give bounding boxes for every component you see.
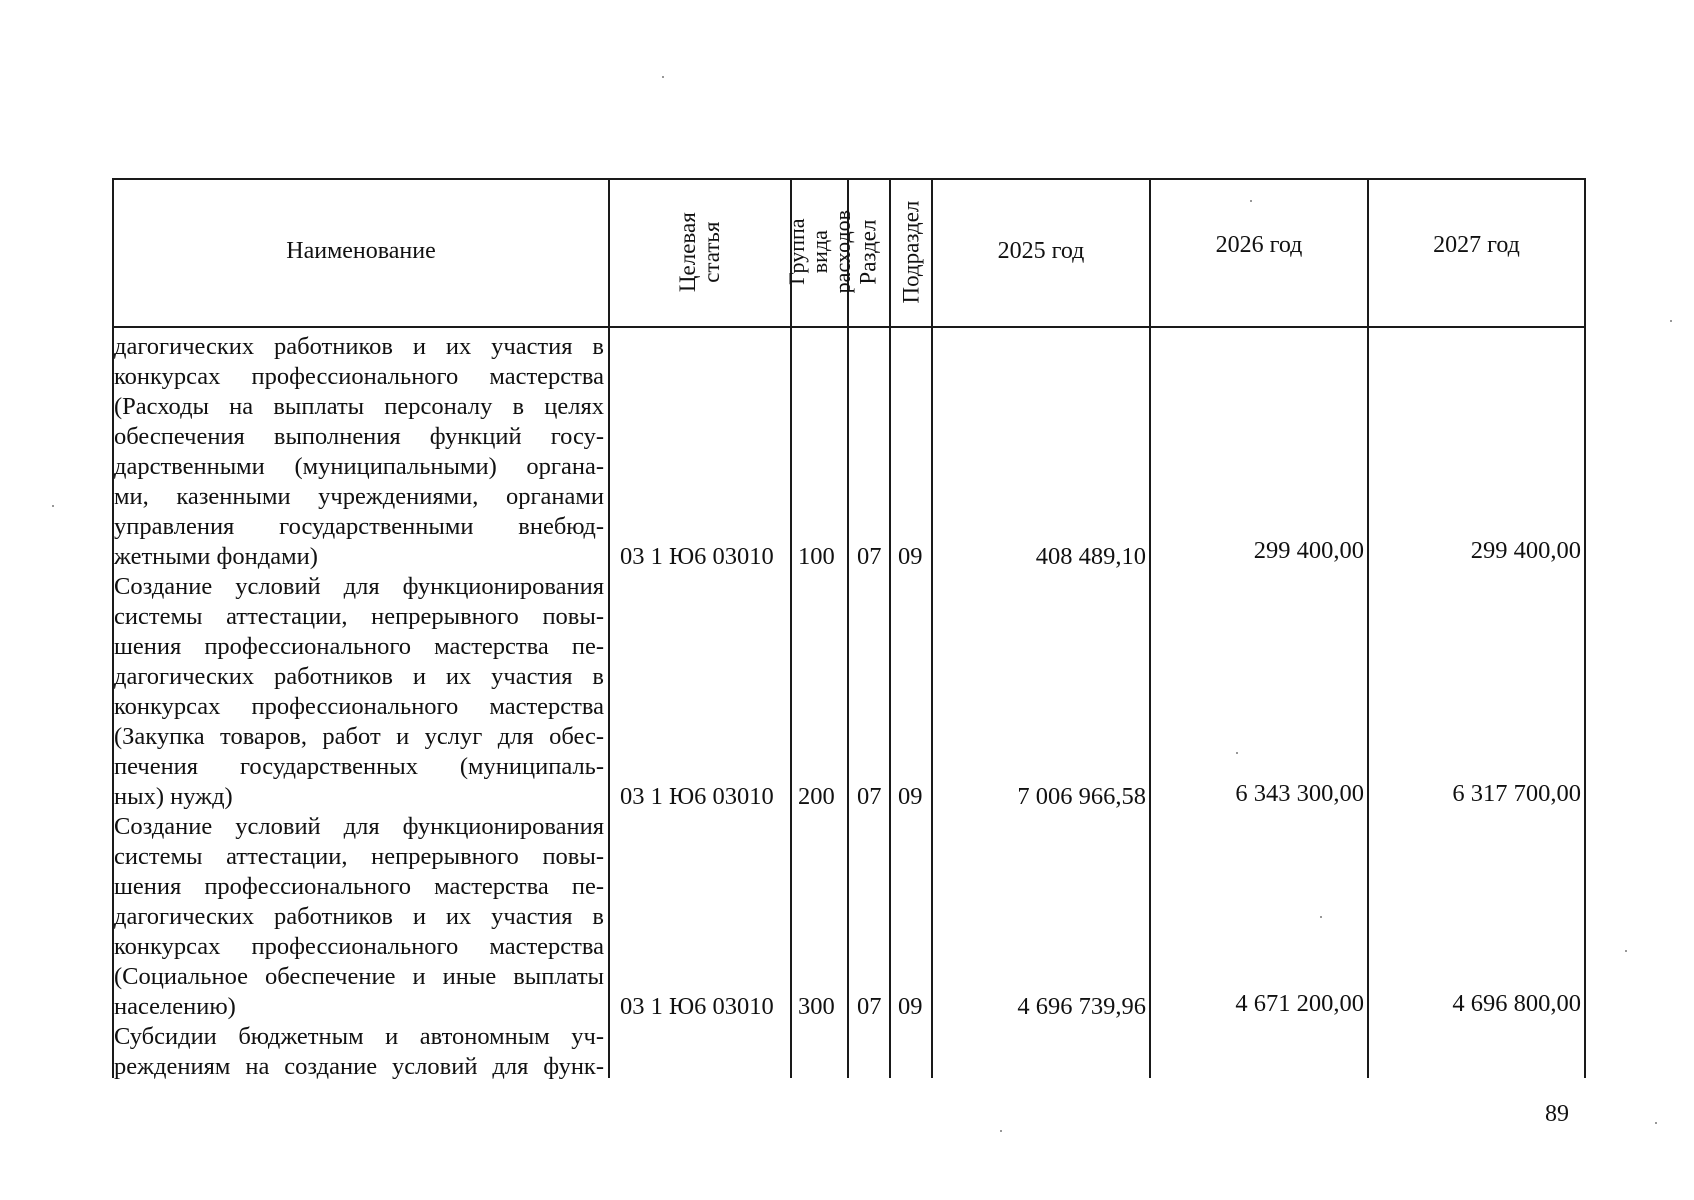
header-2025-label: 2025 год xyxy=(997,238,1085,265)
row-2-expense-group: 200 xyxy=(798,783,835,810)
header-2026 xyxy=(1151,172,1367,320)
name-line: населению) xyxy=(114,993,236,1020)
name-line: Создание условий для функционирования xyxy=(114,573,604,600)
header-subsection-label: Подраздел xyxy=(897,200,923,304)
row-1-2026: 299 400,00 xyxy=(1253,537,1364,564)
budget-table xyxy=(112,178,1586,1078)
name-line: обеспечения выполнения функций госу- xyxy=(114,423,604,450)
row-3-target-article: 03 1 Ю6 03010 xyxy=(620,993,774,1020)
header-section xyxy=(849,178,889,326)
name-line: дагогических работников и их участия в xyxy=(114,663,604,690)
header-section-label: Раздел xyxy=(855,219,881,285)
row-1-expense-group: 100 xyxy=(798,543,835,570)
scan-speck xyxy=(1655,1122,1657,1124)
header-bottom-border xyxy=(112,326,1586,328)
row-3-subsection: 09 xyxy=(898,993,923,1020)
scan-speck xyxy=(1625,950,1627,952)
row-3-expense-group: 300 xyxy=(798,993,835,1020)
name-line: конкурсах профессионального мастерства xyxy=(114,693,604,720)
scan-speck xyxy=(1320,916,1322,918)
name-line: Субсидии бюджетным и автономным уч- xyxy=(114,1023,604,1050)
header-2027 xyxy=(1369,172,1584,320)
scan-speck xyxy=(1670,320,1672,322)
header-target-article xyxy=(610,178,790,326)
name-column-text xyxy=(114,332,604,1082)
row-2-2025: 7 006 966,58 xyxy=(1017,783,1146,810)
name-line: жетными фондами) xyxy=(114,543,318,570)
row-2-target-article: 03 1 Ю6 03010 xyxy=(620,783,774,810)
name-line: шения профессионального мастерства пе- xyxy=(114,633,604,660)
name-line: (Расходы на выплаты персоналу в целях xyxy=(114,393,604,420)
scan-speck xyxy=(662,76,664,78)
scan-speck xyxy=(1250,200,1252,202)
name-line: (Социальное обеспечение и иные выплаты xyxy=(114,963,604,990)
name-line: ных) нужд) xyxy=(114,783,233,810)
row-1-2025: 408 489,10 xyxy=(1035,543,1146,570)
row-1-subsection: 09 xyxy=(898,543,923,570)
row-2-section: 07 xyxy=(857,783,882,810)
name-line: реждениям на создание условий для функ- xyxy=(114,1053,604,1080)
name-line: ми, казенными учреждениями, органами xyxy=(114,483,604,510)
row-3-section: 07 xyxy=(857,993,882,1020)
name-line: Создание условий для функционирования xyxy=(114,813,604,840)
header-name xyxy=(114,178,608,326)
name-line: шения профессионального мастерства пе- xyxy=(114,873,604,900)
header-expense-group xyxy=(783,178,856,326)
row-3-2025: 4 696 739,96 xyxy=(1017,993,1146,1020)
row-1-2027: 299 400,00 xyxy=(1470,537,1581,564)
scan-speck xyxy=(1000,1130,1002,1132)
name-line: системы аттестации, непрерывного повы- xyxy=(114,843,604,870)
row-3-2027: 4 696 800,00 xyxy=(1452,990,1581,1017)
row-2-2027: 6 317 700,00 xyxy=(1452,780,1581,807)
row-1-target-article: 03 1 Ю6 03010 xyxy=(620,543,774,570)
header-2025 xyxy=(933,178,1149,326)
header-2026-label: 2026 год xyxy=(1215,232,1303,259)
name-line: дарственными (муниципальными) органа- xyxy=(114,453,604,480)
name-line: управления государственными внебюд- xyxy=(114,513,604,540)
header-2027-label: 2027 год xyxy=(1433,232,1520,259)
row-2-2026: 6 343 300,00 xyxy=(1235,780,1364,807)
header-subsection xyxy=(891,178,931,326)
page-number: 89 xyxy=(1545,1101,1569,1127)
name-line: (Закупка товаров, работ и услуг для обес- xyxy=(114,723,604,750)
header-expense-group-label: Группа вида расходов xyxy=(783,210,856,294)
name-line: дагогических работников и их участия в xyxy=(114,333,604,360)
col-border xyxy=(1584,178,1586,1078)
name-line: конкурсах профессионального мастерства xyxy=(114,363,604,390)
name-line: системы аттестации, непрерывного повы- xyxy=(114,603,604,630)
row-2-subsection: 09 xyxy=(898,783,923,810)
row-1-section: 07 xyxy=(857,543,882,570)
row-3-2026: 4 671 200,00 xyxy=(1235,990,1364,1017)
name-line: дагогических работников и их участия в xyxy=(114,903,604,930)
name-line: конкурсах профессионального мастерства xyxy=(114,933,604,960)
scan-speck xyxy=(1236,752,1238,754)
scan-speck xyxy=(52,505,54,507)
header-name-label: Наименование xyxy=(286,238,436,265)
name-line: печения государственных (муниципаль- xyxy=(114,753,604,780)
header-target-article-label: Целевая статья xyxy=(674,212,724,292)
